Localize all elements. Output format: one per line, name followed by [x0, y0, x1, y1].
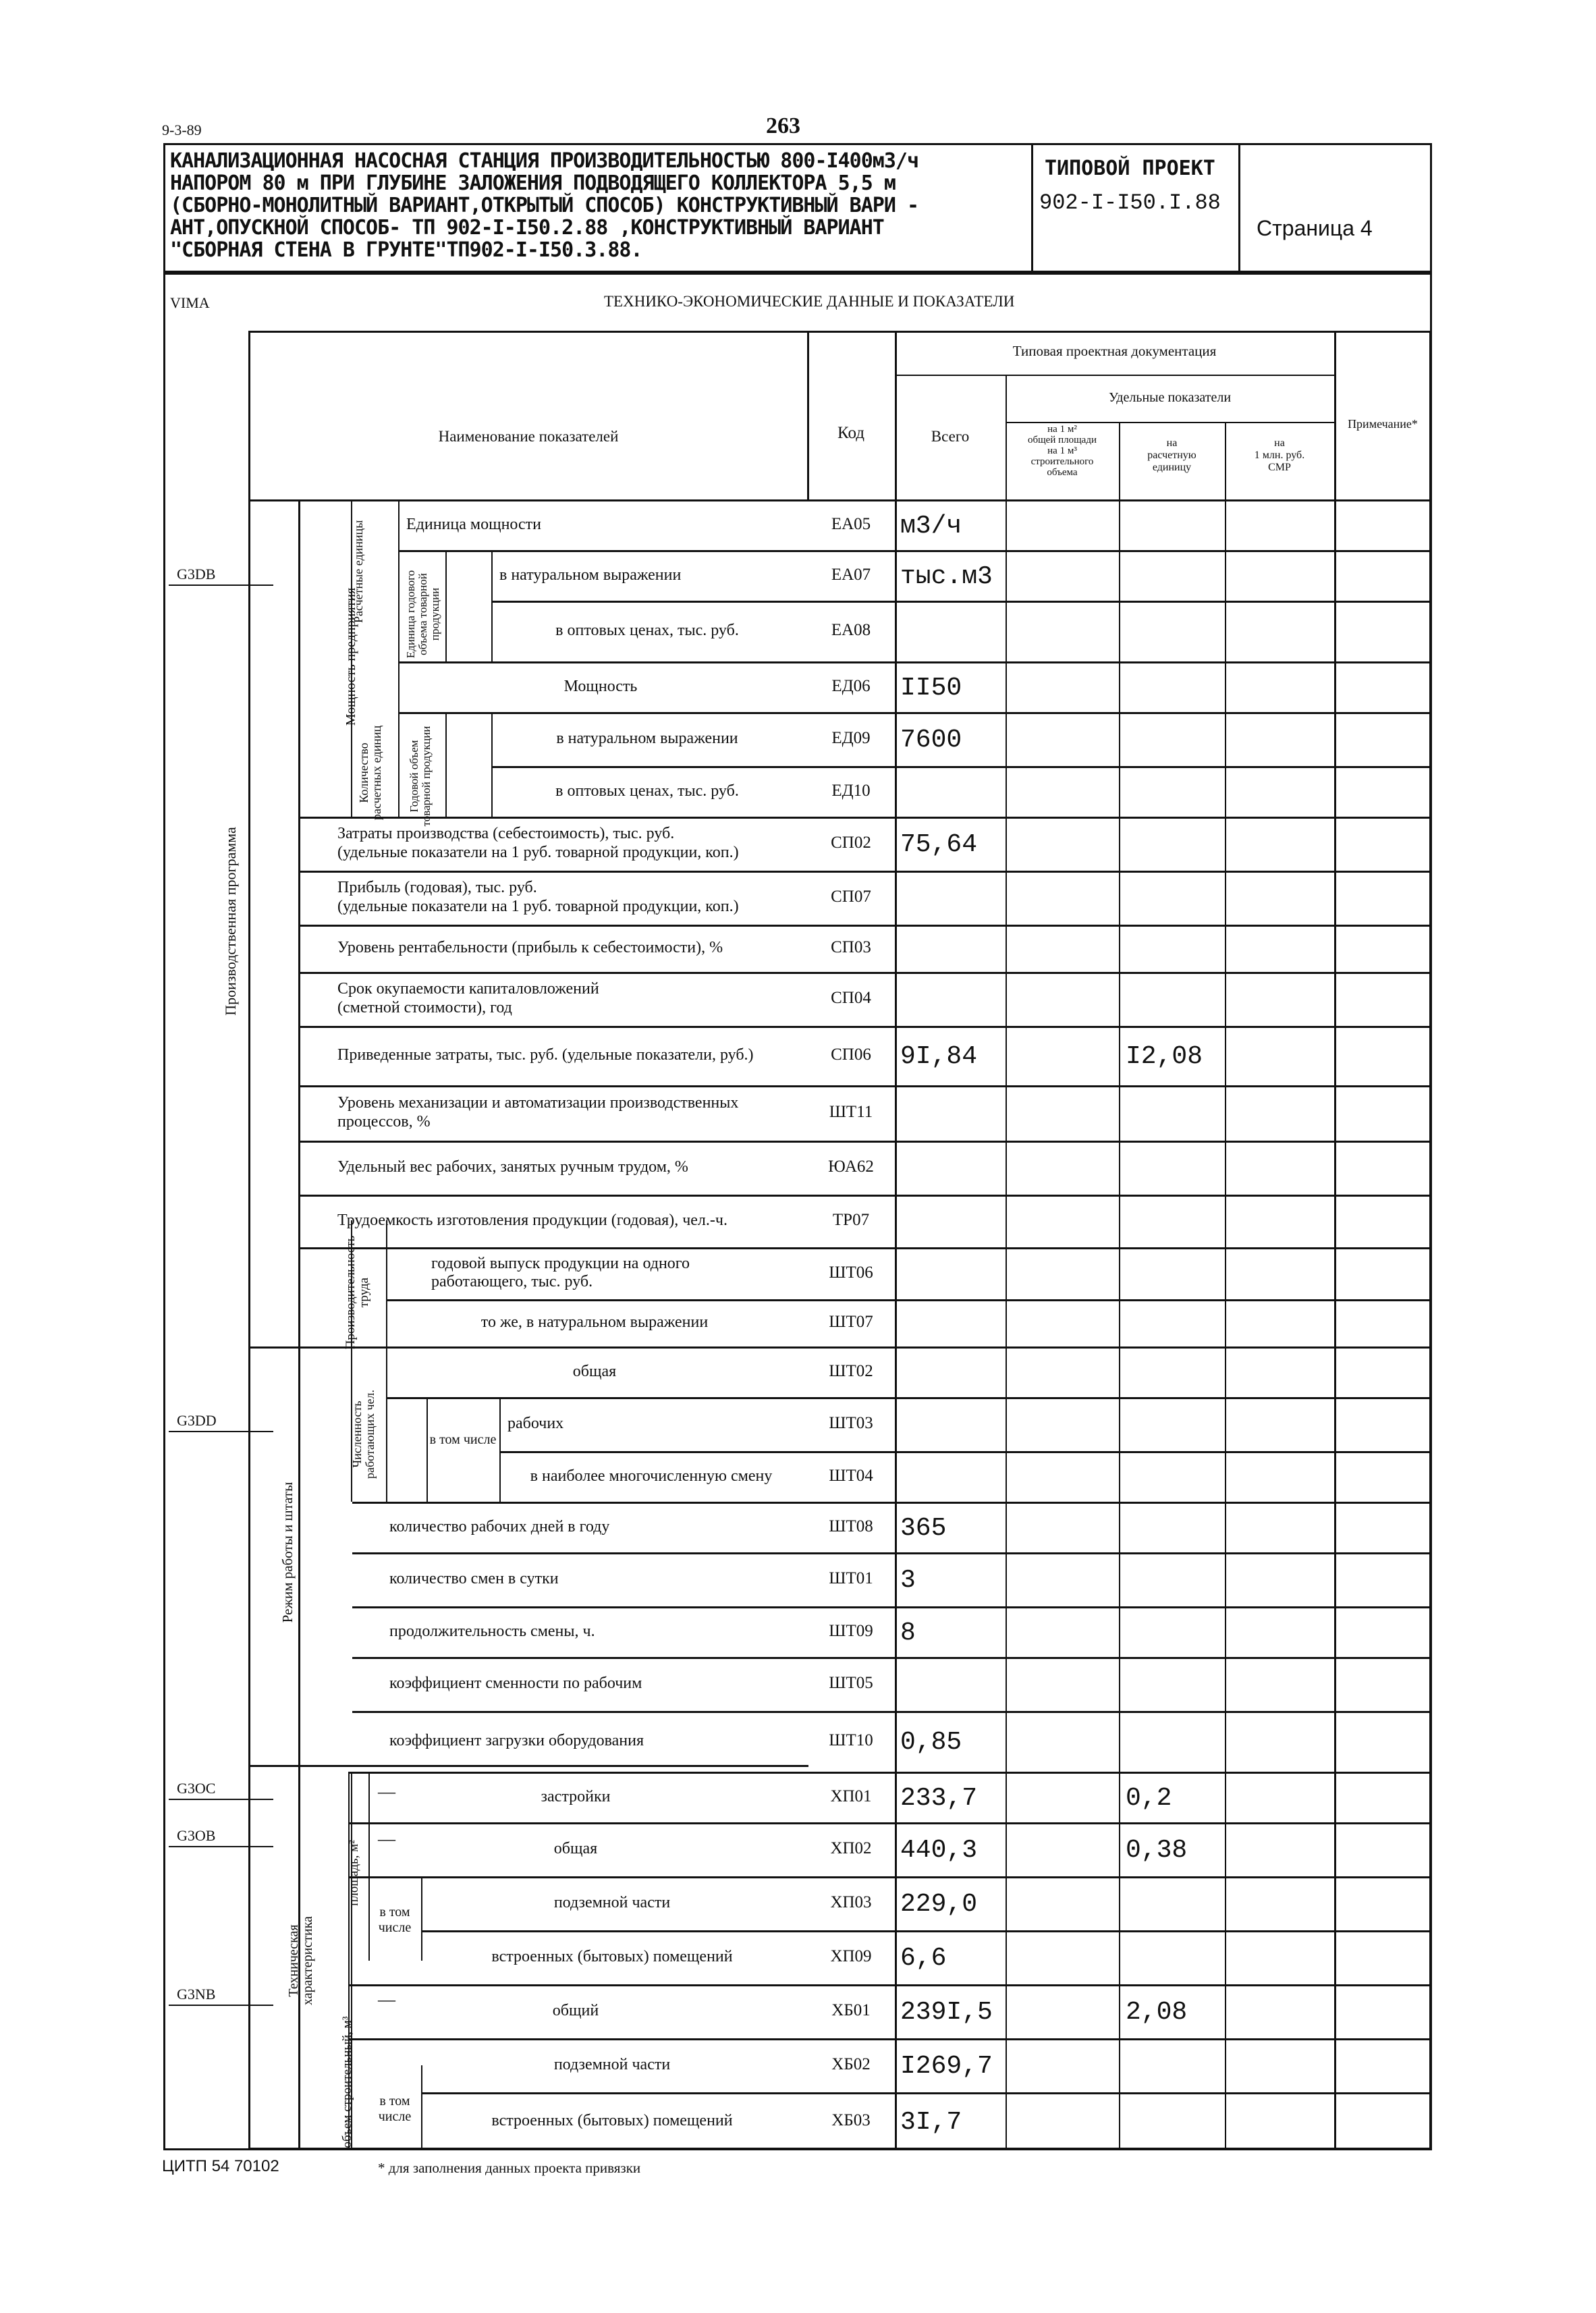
- row-code: ШТ10: [829, 1731, 873, 1749]
- row-divider: [300, 1085, 1431, 1087]
- row-label: общий: [552, 2002, 599, 2020]
- row-code: ШТ09: [829, 1621, 873, 1640]
- dash-marker: —: [378, 1782, 395, 1801]
- row-code: ЕА05: [831, 514, 871, 533]
- row-label: подземной части: [553, 1894, 671, 1912]
- row-code: СП07: [831, 888, 871, 906]
- row-code: ШТ02: [829, 1361, 873, 1380]
- row-divider: [300, 817, 1431, 819]
- row-code: ХБ01: [831, 2001, 871, 2019]
- col-per-unit-header: [1119, 437, 1225, 474]
- row-label: количество смен в сутки: [389, 1570, 559, 1588]
- row-code: ШТ03: [829, 1414, 873, 1432]
- col-per-mln-header: [1225, 437, 1334, 474]
- row-divider: [493, 766, 1431, 768]
- row-code: ШТ01: [829, 1569, 873, 1587]
- row-total: 365: [900, 1513, 947, 1543]
- including-label: в том числе: [429, 1432, 497, 1447]
- row-total: 7600: [900, 726, 962, 755]
- row-code: ШТ06: [829, 1263, 873, 1282]
- row-total: 229,0: [900, 1890, 978, 1919]
- row-divider: [387, 1299, 1431, 1301]
- row-label: в наиболее многочисленную смену: [530, 1467, 773, 1485]
- form-code: VIMA: [170, 294, 210, 311]
- row-code: ХП03: [830, 1893, 872, 1911]
- side-enterprise-capacity: Мощность предприятия: [343, 587, 358, 726]
- row-total: 3: [900, 1566, 916, 1595]
- row-divider: [352, 1502, 1431, 1504]
- row-label: в натуральном выражении: [499, 566, 682, 584]
- row-divider: [350, 1772, 1431, 1774]
- row-code: ЕД10: [831, 781, 871, 800]
- side-labor-productivity: Производительность труда: [343, 1235, 371, 1350]
- row-divider: [300, 925, 1431, 927]
- header-line: на: [1166, 437, 1178, 449]
- row-total: 9I,84: [900, 1042, 978, 1071]
- row-total: м3/ч: [900, 511, 962, 541]
- row-divider: [352, 1606, 1431, 1608]
- row-total: тыс.м3: [900, 562, 993, 591]
- row-divider: [350, 1876, 1431, 1878]
- header-line: строительного: [1030, 456, 1094, 467]
- typical-project-number: 902-I-I50.I.88: [1039, 190, 1221, 215]
- row-label: количество рабочих дней в году: [389, 1517, 610, 1535]
- row-divider: [352, 1711, 1431, 1713]
- side-calc-units: Расчетные единицы: [352, 520, 365, 623]
- row-label: продолжительность смены, ч.: [389, 1622, 595, 1640]
- row-label: Уровень рентабельности (прибыль к себестоимости), %: [337, 939, 723, 957]
- doc-number: 9-3-89: [162, 121, 202, 138]
- row-label: то же, в натуральном выражении: [480, 1313, 709, 1332]
- col-note-header: Примечание*: [1348, 417, 1418, 431]
- row-label: Срок окупаемости капиталовложений (сметной стоимости), год: [337, 980, 599, 1016]
- group-marker: G3NB: [177, 1986, 216, 2003]
- row-total: I269,7: [900, 2052, 993, 2081]
- row-total: 440,3: [900, 1836, 978, 1865]
- row-per-unit: 0,38: [1126, 1836, 1188, 1865]
- header-line: общей площади: [1028, 435, 1097, 445]
- row-divider: [300, 1247, 1431, 1249]
- row-label: коэффициент загрузки оборудования: [389, 1732, 644, 1750]
- row-divider: [400, 661, 1431, 663]
- including-label: в том числе: [378, 1905, 412, 1935]
- row-label: общая: [553, 1840, 598, 1858]
- row-code: ЕА08: [831, 621, 871, 639]
- row-code: ШТ11: [829, 1103, 873, 1121]
- row-label: подземной части: [553, 2056, 671, 2074]
- col-total-header: Всего: [931, 428, 970, 445]
- header-line: на: [1274, 437, 1285, 449]
- row-label: Единица мощности: [406, 515, 541, 533]
- row-divider: [350, 1822, 1431, 1824]
- row-divider: [300, 871, 1431, 873]
- group-marker-line: [169, 1799, 273, 1800]
- row-divider: [352, 1657, 1431, 1659]
- group-marker-line: [169, 584, 273, 586]
- row-total: II50: [900, 673, 962, 703]
- row-label: рабочих: [507, 1415, 564, 1433]
- row-code: СП04: [831, 989, 871, 1007]
- row-total: 6,6: [900, 1944, 947, 1973]
- row-label: общая: [572, 1362, 617, 1380]
- row-label: коэффициент сменности по рабочим: [389, 1675, 642, 1693]
- group-marker: G3OC: [177, 1780, 216, 1797]
- row-label: Удельный вес рабочих, занятых ручным трудом, %: [337, 1158, 688, 1176]
- side-production-program: Производственная программа: [222, 827, 239, 1016]
- side-annual-output: Годовой объем товарной продукции: [408, 726, 433, 827]
- project-title: [170, 150, 1027, 261]
- row-code: ШТ08: [829, 1517, 873, 1535]
- typical-project-label: ТИПОВОЙ ПРОЕКТ: [1045, 157, 1215, 180]
- side-technical-char: Техническая характеристика: [286, 1916, 315, 2005]
- row-label: в оптовых ценах, тыс. руб.: [555, 782, 739, 800]
- row-code: ЕД06: [831, 676, 871, 695]
- row-total: 8: [900, 1618, 916, 1648]
- footer-stamp: ЦИТП 54 70102: [162, 2157, 279, 2175]
- row-code: ХП09: [830, 1947, 872, 1965]
- group-marker: G3DD: [177, 1412, 217, 1429]
- row-code: ХБ03: [831, 2111, 871, 2129]
- dash-marker: —: [378, 1990, 395, 2009]
- side-build-volume: объем строительный, м³: [340, 2016, 354, 2148]
- row-per-unit: 2,08: [1126, 1998, 1188, 2027]
- title-line: "СБОРНАЯ СТЕНА В ГРУНТЕ"ТП902-I-I50.3.88.: [170, 238, 642, 262]
- header-line: объема: [1047, 467, 1078, 478]
- side-annual-output-unit: Единица годового объема товарной продукции: [404, 570, 441, 659]
- row-code: ХБ02: [831, 2055, 871, 2073]
- row-total: 239I,5: [900, 1998, 993, 2027]
- row-total: 0,85: [900, 1728, 962, 1757]
- row-code: СП02: [831, 834, 871, 852]
- row-total: 3I,7: [900, 2107, 962, 2137]
- title-line: (СБОРНО-МОНОЛИТНЫЙ ВАРИАНТ,ОТКРЫТЫЙ СПОСОБ) КОНСТРУКТИВНЫЙ ВАРИ -: [170, 194, 918, 217]
- row-divider: [501, 1451, 1431, 1453]
- row-divider: [387, 1397, 1431, 1399]
- row-code: ТР07: [832, 1211, 870, 1229]
- header-line: на 1 м³: [1047, 445, 1077, 456]
- footnote: * для заполнения данных проекта привязки: [378, 2160, 641, 2176]
- row-divider: [493, 601, 1431, 603]
- row-total: 233,7: [900, 1783, 978, 1813]
- col-per-m2-header: [1006, 424, 1119, 478]
- row-divider: [300, 1195, 1431, 1197]
- row-code: СП06: [831, 1045, 871, 1064]
- row-total: 75,64: [900, 830, 978, 859]
- row-code: СП03: [831, 938, 871, 956]
- row-divider: [422, 1930, 1431, 1932]
- row-label: Приведенные затраты, тыс. руб. (удельные показатели, руб.): [337, 1046, 754, 1064]
- row-per-unit: I2,08: [1126, 1042, 1203, 1071]
- row-label: застройки: [541, 1787, 611, 1805]
- row-label: Мощность: [563, 677, 638, 695]
- col-code-header: Код: [837, 424, 864, 442]
- row-code: ШТ05: [829, 1674, 873, 1692]
- page-label: Страница 4: [1257, 216, 1373, 240]
- row-code: ЕД09: [831, 729, 871, 747]
- header-line: расчетную: [1147, 450, 1196, 461]
- group-marker-line: [169, 1846, 273, 1847]
- group-marker: G3OB: [177, 1827, 216, 1844]
- row-divider: [422, 2092, 1431, 2094]
- dash-marker: —: [378, 1829, 395, 1849]
- row-divider: [400, 550, 1431, 552]
- row-code: ШТ07: [829, 1313, 873, 1331]
- row-code: ХП01: [830, 1787, 872, 1805]
- header-line: 1 млн. руб.: [1254, 450, 1305, 461]
- row-label: в оптовых ценах, тыс. руб.: [555, 622, 739, 640]
- row-label: в натуральном выражении: [556, 730, 738, 748]
- row-divider: [350, 1984, 1431, 1986]
- col-name-header: Наименование показателей: [438, 428, 619, 445]
- side-work-regime: Режим работы и штаты: [279, 1481, 296, 1623]
- row-divider: [400, 712, 1431, 714]
- row-code: ШТ04: [829, 1466, 873, 1485]
- row-label: встроенных (бытовых) помещений: [491, 2111, 733, 2129]
- row-divider: [350, 2038, 1431, 2040]
- row-code: ХП02: [830, 1839, 872, 1857]
- row-code: ЕА07: [831, 565, 871, 584]
- side-area: площадь, м²: [347, 1840, 361, 1906]
- title-line: КАНАЛИЗАЦИОННАЯ НАСОСНАЯ СТАНЦИЯ ПРОИЗВОДИТЕЛЬНОСТЬЮ 800-I400м3/ч: [170, 149, 918, 173]
- side-workers-count: Численность работающих чел.: [350, 1390, 377, 1479]
- row-label: Прибыль (годовая), тыс. руб. (удельные показатели на 1 руб. товарной продукции, коп.): [337, 879, 739, 915]
- title-line: АНТ,ОПУСКНОЙ СПОСОБ- ТП 902-I-I50.2.88 ,КОНСТРУКТИВНЫЙ ВАРИАНТ: [170, 216, 884, 240]
- row-divider: [300, 972, 1431, 974]
- row-divider: [352, 1552, 1431, 1554]
- including-label: в том числе: [378, 2094, 412, 2124]
- row-label: годовой выпуск продукции на одного работающего, тыс. руб.: [431, 1254, 690, 1291]
- table-title: ТЕХНИКО-ЭКОНОМИЧЕСКИЕ ДАННЫЕ И ПОКАЗАТЕЛИ: [604, 293, 1015, 310]
- header-line: единицу: [1152, 462, 1192, 473]
- col-specific-header: Удельные показатели: [1108, 390, 1232, 405]
- row-divider: [300, 1026, 1431, 1028]
- group-marker: G3DB: [177, 566, 216, 582]
- side-qty-calc-units: Количество расчетных единиц: [357, 725, 383, 821]
- row-label: встроенных (бытовых) помещений: [491, 1948, 733, 1966]
- col-typical-header: Типовая проектная документация: [1012, 343, 1217, 359]
- row-per-unit: 0,2: [1126, 1783, 1172, 1813]
- title-line: НАПОРОМ 80 м ПРИ ГЛУБИНЕ ЗАЛОЖЕНИЯ ПОДВОДЯЩЕГО КОЛЛЕКТОРА 5,5 м: [170, 171, 896, 195]
- header-line: на 1 м²: [1047, 424, 1077, 435]
- row-divider: [300, 1141, 1431, 1143]
- row-label: Затраты производства (себестоимость), тыс. руб. (удельные показатели на 1 руб. товарной продукции, коп.): [337, 825, 739, 861]
- group-marker-line: [169, 1431, 273, 1432]
- header-line: СМР: [1268, 462, 1291, 473]
- page-number: 263: [766, 113, 800, 138]
- group-marker-line: [169, 2005, 273, 2006]
- row-label: Трудоемкость изготовления продукции (годовая), чел.-ч.: [337, 1212, 727, 1230]
- row-label: Уровень механизации и автоматизации производственных процессов, %: [337, 1094, 739, 1131]
- row-code: ЮА62: [828, 1158, 874, 1176]
